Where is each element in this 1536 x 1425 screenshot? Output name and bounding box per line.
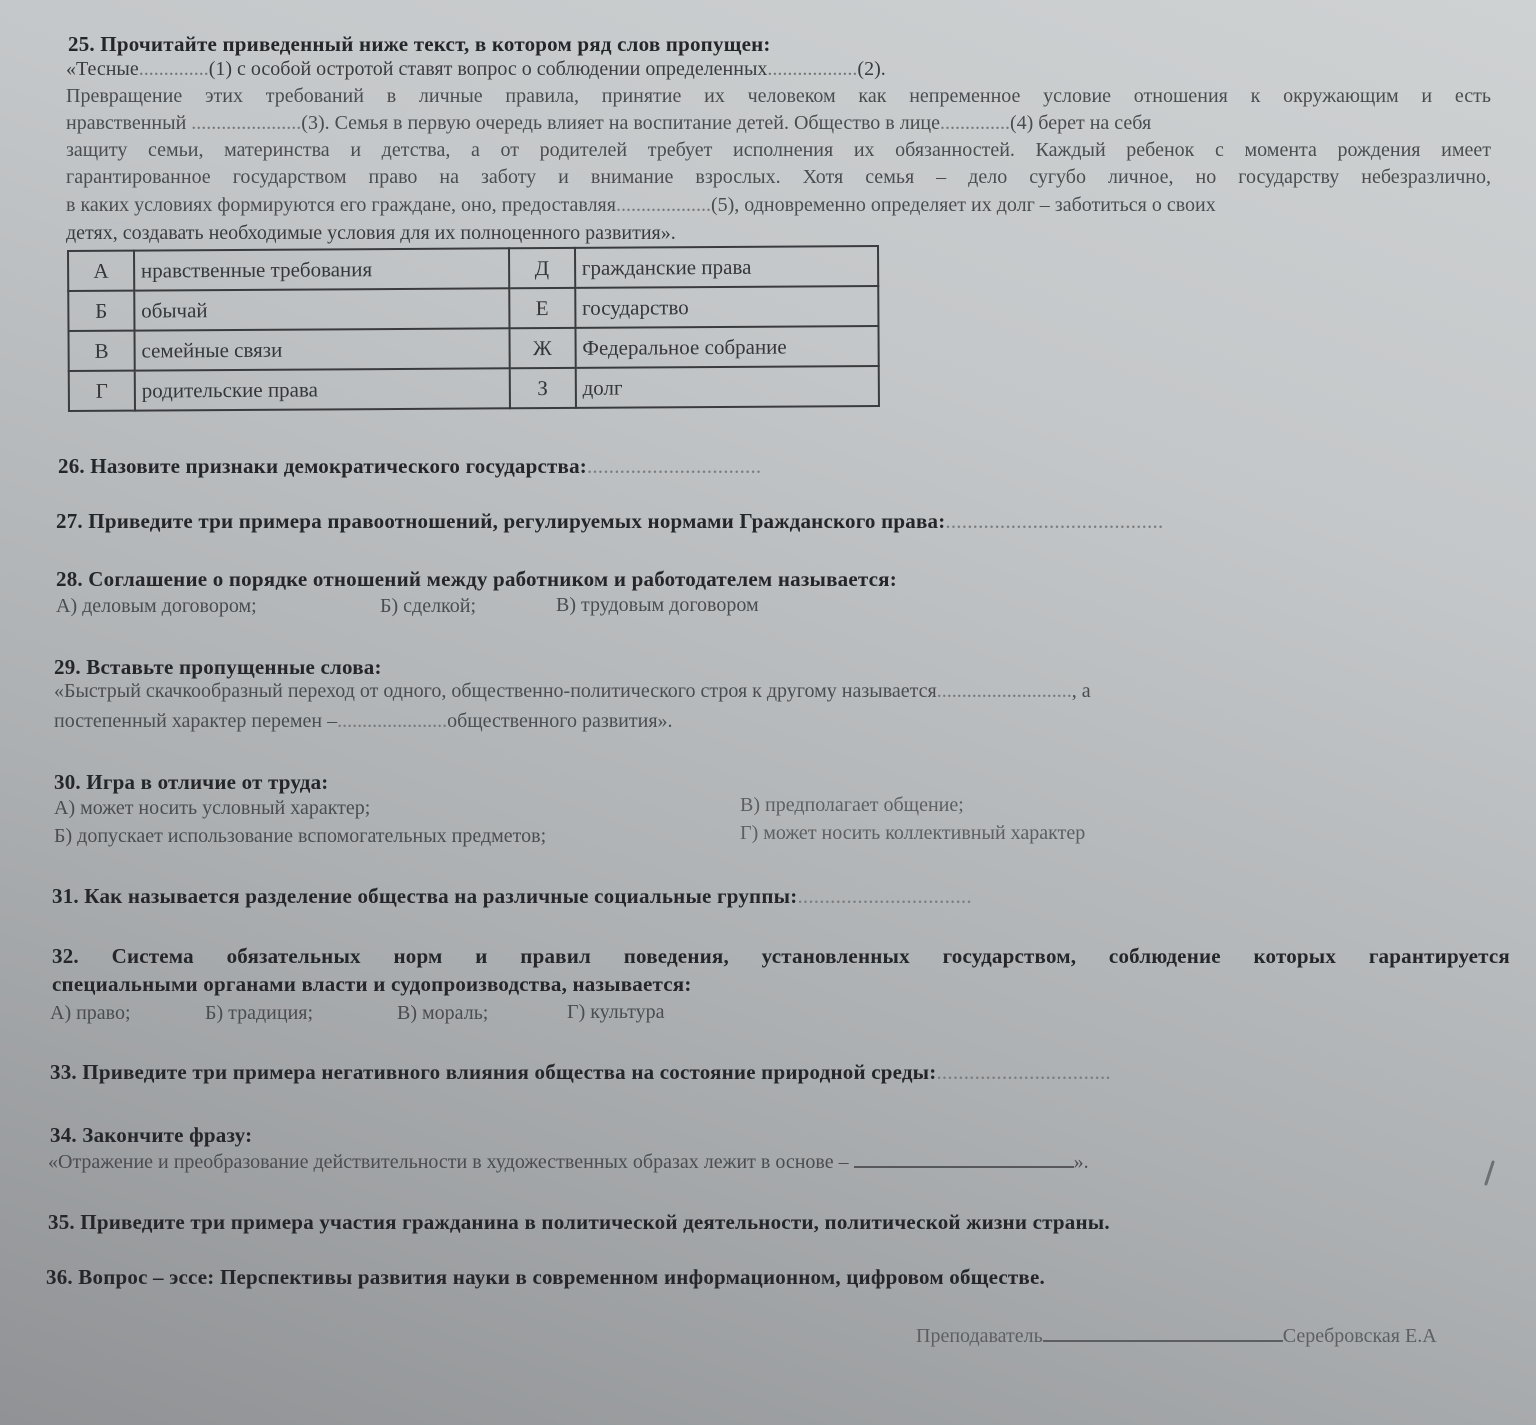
signature-line	[1043, 1322, 1283, 1342]
q25-line-2	[66, 85, 1491, 108]
table-row	[68, 286, 878, 331]
q25-line-6	[66, 194, 1216, 217]
q26-title: 26. Назовите признаки демократического государства:	[58, 454, 587, 478]
q25-text: Превращение этих требований в личные правила, принятие их человеком как непременное условие отношения к окружающим и есть	[66, 85, 1491, 107]
q32-title-line-1	[52, 944, 1510, 969]
answer-blank: ................................	[797, 884, 972, 908]
option-word: нравственные требования	[134, 248, 509, 290]
q25-text: (4) берет на себя	[1009, 112, 1152, 134]
q28-option-c: В) трудовым договором	[556, 594, 759, 616]
q29-text: постепенный характер перемен –	[54, 710, 338, 732]
q36-title: 36. Вопрос – эссе: Перспективы развития науки в современном информационном, цифровом обществе.	[46, 1265, 1045, 1289]
teacher-name: Серебровская Е.А	[1282, 1325, 1437, 1347]
q29-text: «Быстрый скачкообразный переход от одного, общественно-политического строя к другому называется	[54, 680, 937, 702]
option-letter: Ж	[509, 328, 575, 368]
q28-option-a: А) деловым договором;	[56, 595, 257, 617]
option-letter: Г	[69, 371, 135, 411]
table-row	[68, 326, 878, 371]
q29-title: 29. Вставьте пропущенные слова:	[54, 655, 382, 679]
q25-text: защиту семьи, материнства и детства, а от родителей требует исполнения их обязанностей. Каждый ребенок с момента рождения имеет	[66, 139, 1491, 161]
q29-text: , а	[1071, 680, 1091, 702]
q29-line-1	[54, 680, 1091, 703]
q25-text: (5), одновременно определяет их долг – заботиться о своих	[710, 194, 1216, 216]
q25-line-3	[66, 112, 1491, 135]
q29-line-2	[54, 710, 673, 733]
q35-title: 35. Приведите три примера участия гражданина в политической деятельности, политической жизни страны.	[48, 1210, 1110, 1234]
q27-question	[56, 509, 1163, 534]
answer-blank: ................................	[936, 1060, 1111, 1084]
q30-title: 30. Игра в отличие от труда:	[54, 770, 329, 794]
option-word: обычай	[134, 288, 509, 330]
q25-text: гарантированное государством право на заботу и внимание взрослых. Хотя семья – дело сугубо личное, но государству небезразлично,	[66, 166, 1491, 188]
table-row	[68, 246, 878, 291]
q30-option-c: В) предполагает общение;	[740, 794, 964, 816]
option-letter: Д	[509, 248, 575, 288]
q25-line-4	[66, 139, 1491, 162]
q30-option-d: Г) может носить коллективный характер	[740, 822, 1086, 844]
option-letter: В	[68, 331, 134, 371]
option-letter: Б	[68, 291, 134, 331]
answer-blank: ......................	[337, 710, 448, 732]
option-word: государство	[575, 286, 879, 328]
option-word: долг	[575, 366, 879, 408]
answer-blank: ................................	[586, 454, 762, 478]
q25-options-table	[67, 245, 880, 412]
blank-2: ..................	[767, 58, 858, 80]
answer-blank: ...........................	[936, 680, 1072, 702]
q25-line-5	[66, 166, 1491, 189]
q25-text: (2).	[857, 58, 886, 80]
q27-title: 27. Приведите три примера правоотношений, регулируемых нормами Гражданского права:	[56, 509, 946, 533]
q31-question	[52, 884, 972, 909]
option-letter: А	[68, 251, 134, 291]
signature-block	[916, 1322, 1437, 1348]
q25-text: «Тесные	[66, 58, 139, 80]
q34-text: «Отражение и преобразование действительности в художественных образах лежит в основе –	[48, 1151, 849, 1173]
option-letter: З	[510, 368, 576, 408]
q33-question	[50, 1060, 1111, 1085]
q29-text: общественного развития».	[447, 710, 673, 732]
signature-label: Преподаватель	[916, 1325, 1043, 1347]
q30-option-b: Б) допускает использование вспомогательных предметов;	[54, 825, 547, 847]
q34-text: ».	[1073, 1151, 1089, 1173]
blank-5: ...................	[615, 194, 711, 216]
answer-blank-line	[854, 1150, 1074, 1168]
q32-option-a: А) право;	[50, 1002, 131, 1024]
q28-title: 28. Соглашение о порядке отношений между работником и работодателем называется:	[56, 567, 897, 591]
q28-option-b: Б) сделкой;	[380, 595, 477, 617]
q25-line-7: детях, создавать необходимые условия для их полноценного развития».	[66, 222, 676, 244]
q26-question	[58, 454, 761, 479]
q25-title: 25. Прочитайте приведенный ниже текст, в котором ряд слов пропущен:	[68, 32, 771, 56]
q31-title: 31. Как называется разделение общества на различные социальные группы:	[52, 884, 798, 908]
q32-option-b: Б) традиция;	[205, 1002, 314, 1024]
q25-text: нравственный	[66, 112, 187, 134]
q32-option-d: Г) культура	[567, 1001, 665, 1023]
q25-text: (1) с особой остротой ставят вопрос о соблюдении определенных	[208, 58, 768, 80]
q30-option-a: А) может носить условный характер;	[54, 797, 371, 819]
q34-line	[48, 1150, 1089, 1174]
q25-line-1	[66, 58, 886, 81]
q33-title: 33. Приведите три примера негативного влияния общества на состояние природной среды:	[50, 1060, 937, 1084]
option-word: гражданские права	[575, 246, 879, 288]
table-row	[69, 366, 879, 411]
blank-4: ..............	[939, 112, 1010, 134]
option-word: родительские права	[135, 368, 510, 410]
q25-text: (3). Семья в первую очередь влияет на воспитание детей. Общество в лице	[301, 112, 940, 134]
pen-mark	[1484, 1160, 1495, 1186]
blank-1: ..............	[138, 58, 209, 80]
q25-text: в каких условиях формируются его граждане, оно, предоставляя	[66, 194, 616, 216]
option-word: Федеральное собрание	[575, 326, 879, 368]
answer-blank: ........................................	[945, 509, 1164, 533]
q32-title: 32. Система обязательных норм и правил поведения, установленных государством, соблюдение которых гарантируется	[52, 944, 1510, 968]
q32-option-c: В) мораль;	[397, 1002, 489, 1024]
option-letter: Е	[509, 288, 575, 328]
option-word: семейные связи	[134, 328, 509, 370]
q32-title-line-2: специальными органами власти и судопроизводства, называется:	[52, 972, 692, 996]
q34-title: 34. Закончите фразу:	[50, 1123, 253, 1147]
blank-3: ......................	[191, 112, 302, 134]
